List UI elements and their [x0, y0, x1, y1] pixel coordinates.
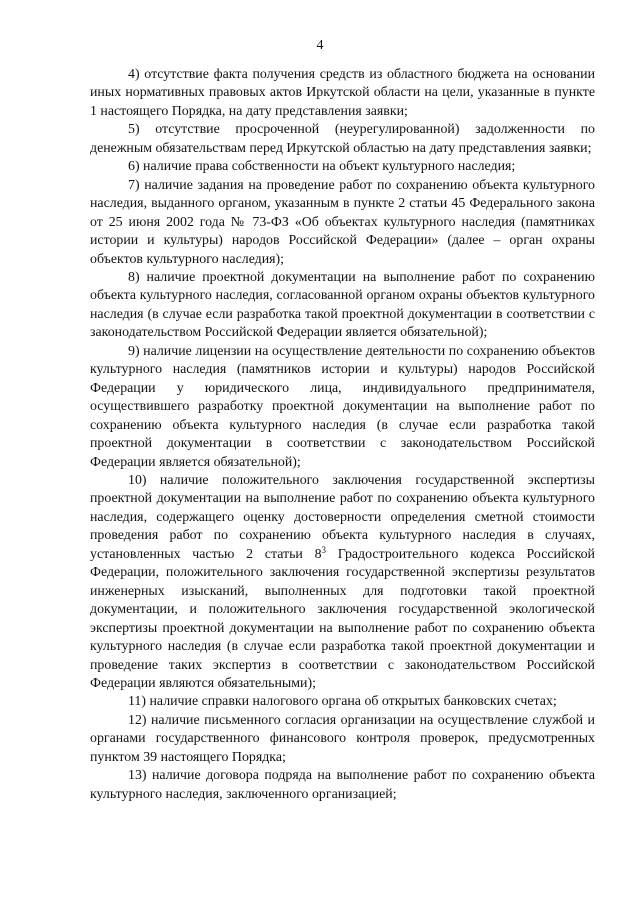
paragraph-item-4: 4) отсутствие факта получения средств из областного бюджета на основании иных нормативных правовых актов Иркутской области на цели, указанные в пункте 1 настоящего Порядка, на дату представления заявки; [90, 67, 595, 119]
paragraph-item-12: 12) наличие письменного согласия организации на осуществление службой и органами государственного финансового контроля проверок, предусмотренных пунктом 39 настоящего Порядка; [90, 712, 595, 765]
paragraph-10-text-end: Градостроительного кодекса Российской Федерации, положительного заключения государственной экспертизы результатов инженерных изысканий, выполненных для подготовки такой проектной документации, и положительного заключения государственной экологической экспертизы проектной документации на выполнение работ по сохранению объекта культурного наследия (в случае если разработка такой проектной документации и проведение таких экспертиз в соответствии с законодательством Российской Федерации являются обязательными); [90, 546, 595, 691]
paragraph-item-11: 11) наличие справки налогового органа об открытых банковских счетах; [128, 694, 557, 710]
paragraph-item-13: 13) наличие договора подряда на выполнение работ по сохранению объекта культурного наследия, заключенного организацией; [90, 768, 595, 802]
document-body [90, 66, 595, 804]
page-number: 4 [316, 38, 324, 53]
article-superscript: 3 [321, 544, 327, 555]
paragraph-item-7: 7) наличие задания на проведение работ по сохранению объекта культурного наследия, выданного органом, указанным в пункте 2 статьи 45 Федерального закона от 25 июня 2002 года № 73-ФЗ «Об объектах культурного наследия (памятниках истории и культуры) народов Российской Федерации» (далее – орган охраны объектов культурного наследия); [90, 177, 595, 267]
paragraph-item-8: 8) наличие проектной документации на выполнение работ по сохранению объекта культурного наследия, согласованной органом охраны объектов культурного наследия (в случае если разработка такой проектной документации в соответствии с законодательством Российской Федерации является обязательной); [90, 269, 595, 341]
paragraph-item-5: 5) отсутствие просроченной (неурегулированной) задолженности по денежным обязательствам перед Иркутской областью на дату представления заявки; [90, 122, 595, 156]
paragraph-item-10 [90, 472, 595, 693]
paragraph-item-9: 9) наличие лицензии на осуществление деятельности по сохранению объектов культурного наследия (памятников истории и культуры) народов Российской Федерации у юридического лица, индивидуального предпринимателя, осуществившего разработку проектной документации на выполнение работ по сохранению объекта культурного наследия (в случае если разработка такой проектной документации в соответствии с законодательством Российской Федерации является обязательной); [90, 343, 595, 470]
paragraph-10-text-start: 10) наличие положительного заключения государственной экспертизы проектной документации на выполнение работ по сохранению объекта культурного наследия, содержащего оценку достоверности определения сметной стоимости проведения работ по сохранению объекта культурного наследия в случаях, установленных частью 2 статьи 8 [90, 472, 595, 562]
paragraph-item-6: 6) наличие права собственности на объект культурного наследия; [128, 159, 516, 175]
